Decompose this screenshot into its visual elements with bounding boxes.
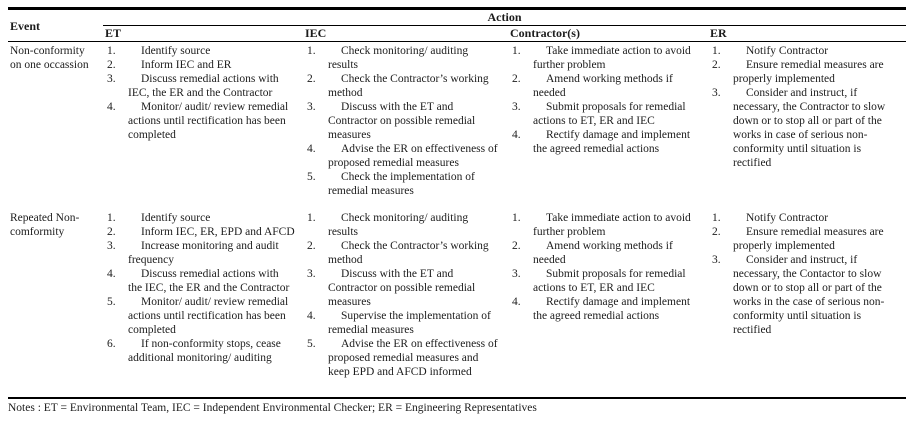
action-list-item bbox=[508, 267, 700, 295]
action-list-item bbox=[303, 44, 500, 72]
action-list-item bbox=[303, 309, 500, 337]
col-header-iec: IEC bbox=[305, 26, 327, 40]
action-list-item bbox=[508, 72, 700, 100]
et-actions-list bbox=[103, 211, 303, 365]
col-header-contractors: Contractor(s) bbox=[510, 26, 580, 40]
action-list-item bbox=[708, 253, 898, 337]
list-item-text: Submit proposals for remedial actions to ET, ER and IEC bbox=[533, 268, 686, 294]
er-actions-list bbox=[708, 211, 906, 337]
list-item-number: 3. bbox=[712, 87, 721, 99]
action-list-item bbox=[303, 267, 500, 309]
action-list-item bbox=[303, 337, 500, 379]
action-list-item bbox=[303, 142, 500, 170]
action-list-item bbox=[103, 225, 295, 239]
table-notes: Notes : ET = Environmental Team, IEC = Independent Environmental Checker; ER = Engineering Representatives bbox=[8, 402, 537, 414]
list-item-text: Discuss remedial actions with IEC, the ER and the Contractor bbox=[128, 73, 279, 99]
list-item-number: 3. bbox=[107, 240, 116, 252]
list-item-number: 4. bbox=[512, 296, 521, 308]
action-list-item bbox=[103, 239, 295, 267]
list-item-number: 2. bbox=[512, 240, 521, 252]
list-item-number: 3. bbox=[307, 101, 316, 113]
list-item-number: 3. bbox=[712, 254, 721, 266]
list-item-text: Check monitoring/ auditing results bbox=[328, 45, 469, 71]
list-item-number: 2. bbox=[307, 73, 316, 85]
list-item-number: 2. bbox=[712, 59, 721, 71]
list-item-text: Identify source bbox=[141, 45, 211, 57]
list-item-number: 1. bbox=[307, 45, 316, 57]
list-item-text: Amend working methods if needed bbox=[533, 240, 673, 266]
action-list-item bbox=[708, 44, 898, 58]
list-item-text: Discuss with the ET and Contractor on possible remedial measures bbox=[328, 268, 476, 308]
action-list-item bbox=[303, 239, 500, 267]
list-item-number: 1. bbox=[512, 45, 521, 57]
action-list-item bbox=[303, 72, 500, 100]
list-item-number: 3. bbox=[512, 101, 521, 113]
list-item-number: 3. bbox=[307, 268, 316, 280]
action-list-item bbox=[508, 211, 700, 239]
list-item-number: 5. bbox=[107, 296, 116, 308]
list-item-text: Consider and instruct, if necessary, the Contactor to slow down or to stop all or part of the works in the case of serious non-conformity until situation is rectified bbox=[733, 254, 885, 336]
action-list-item bbox=[303, 211, 500, 239]
action-table bbox=[8, 7, 906, 399]
list-item-text: Advise the ER on effectiveness of proposed remedial measures bbox=[328, 143, 498, 169]
col-header-er: ER bbox=[710, 26, 727, 40]
list-item-text: Consider and instruct, if necessary, the Contractor to slow down or to stop all or part of the works in case of serious non-conformity until situation is rectified bbox=[733, 87, 886, 169]
contractors-actions-list bbox=[508, 211, 708, 323]
action-list-item bbox=[103, 100, 295, 142]
list-item-number: 2. bbox=[107, 226, 116, 238]
list-item-text: Supervise the implementation of remedial measures bbox=[328, 310, 491, 336]
action-list-item bbox=[508, 239, 700, 267]
list-item-number: 3. bbox=[107, 73, 116, 85]
list-item-text: Ensure remedial measures are properly implemented bbox=[733, 226, 884, 252]
list-item-number: 4. bbox=[107, 101, 116, 113]
list-item-number: 5. bbox=[307, 338, 316, 350]
action-list-item bbox=[508, 100, 700, 128]
list-item-number: 4. bbox=[307, 143, 316, 155]
action-header-group bbox=[103, 10, 906, 41]
list-item-text: Inform IEC and ER bbox=[141, 59, 232, 71]
contractors-actions-list bbox=[508, 44, 708, 156]
table-row-nonconformity-one-occasion bbox=[8, 44, 906, 198]
list-item-number: 4. bbox=[307, 310, 316, 322]
action-list-item bbox=[103, 211, 295, 225]
list-item-number: 5. bbox=[307, 171, 316, 183]
action-list-item bbox=[103, 44, 295, 58]
list-item-text: Inform IEC, ER, EPD and AFCD bbox=[141, 226, 295, 238]
list-item-number: 1. bbox=[307, 212, 316, 224]
list-item-number: 6. bbox=[107, 338, 116, 350]
list-item-text: Take immediate action to avoid further problem bbox=[533, 45, 691, 71]
list-item-text: Take immediate action to avoid further problem bbox=[533, 212, 691, 238]
event-cell: Repeated Non-comformity bbox=[10, 212, 80, 238]
iec-actions-list bbox=[303, 211, 508, 379]
list-item-text: Ensure remedial measures are properly implemented bbox=[733, 59, 884, 85]
list-item-number: 2. bbox=[107, 59, 116, 71]
list-item-text: Check the Contractor’s working method bbox=[328, 73, 489, 99]
list-item-number: 2. bbox=[307, 240, 316, 252]
list-item-text: Check the implementation of remedial measures bbox=[328, 171, 475, 197]
action-list-item bbox=[708, 58, 898, 86]
list-item-text: Increase monitoring and audit frequency bbox=[128, 240, 279, 266]
table-body bbox=[8, 42, 906, 399]
list-item-number: 1. bbox=[712, 45, 721, 57]
list-item-number: 1. bbox=[107, 212, 116, 224]
list-item-text: Check monitoring/ auditing results bbox=[328, 212, 469, 238]
action-header-label: Action bbox=[103, 10, 906, 26]
list-item-text: Amend working methods if needed bbox=[533, 73, 673, 99]
list-item-text: Notify Contractor bbox=[746, 45, 829, 57]
list-item-number: 2. bbox=[712, 226, 721, 238]
action-list-item bbox=[103, 295, 295, 337]
action-list-item bbox=[103, 58, 295, 72]
action-list-item bbox=[708, 211, 898, 225]
action-list-item bbox=[103, 337, 295, 365]
event-cell: Non-conformity on one occassion bbox=[10, 45, 89, 71]
list-item-text: Discuss remedial actions with the IEC, the ER and the Contractor bbox=[128, 268, 290, 294]
list-item-number: 4. bbox=[512, 129, 521, 141]
et-actions-list bbox=[103, 44, 303, 142]
list-item-text: Submit proposals for remedial actions to ET, ER and IEC bbox=[533, 101, 686, 127]
action-list-item bbox=[303, 170, 500, 198]
action-list-item bbox=[103, 267, 295, 295]
list-item-text: Rectify damage and implement the agreed remedial actions bbox=[533, 129, 691, 155]
action-list-item bbox=[508, 128, 700, 156]
event-column-header bbox=[8, 10, 103, 41]
list-item-text: Discuss with the ET and Contractor on possible remedial measures bbox=[328, 101, 476, 141]
event-header-label: Event bbox=[10, 18, 40, 33]
list-item-number: 1. bbox=[107, 45, 116, 57]
list-item-number: 4. bbox=[107, 268, 116, 280]
list-item-number: 2. bbox=[512, 73, 521, 85]
list-item-text: Check the Contractor’s working method bbox=[328, 240, 489, 266]
er-actions-list bbox=[708, 44, 906, 170]
list-item-number: 1. bbox=[512, 212, 521, 224]
list-item-text: Monitor/ audit/ review remedial actions until rectification has been completed bbox=[128, 296, 289, 336]
iec-actions-list bbox=[303, 44, 508, 198]
col-header-et: ET bbox=[105, 26, 122, 40]
list-item-text: If non-conformity stops, cease additional monitoring/ auditing bbox=[128, 338, 281, 364]
table-header bbox=[8, 7, 906, 42]
list-item-text: Rectify damage and implement the agreed remedial actions bbox=[533, 296, 691, 322]
list-item-text: Monitor/ audit/ review remedial actions until rectification has been completed bbox=[128, 101, 289, 141]
list-item-text: Identify source bbox=[141, 212, 211, 224]
action-list-item bbox=[508, 44, 700, 72]
action-list-item bbox=[708, 225, 898, 253]
list-item-text: Advise the ER on effectiveness of proposed remedial measures and keep EPD and AFCD informed bbox=[328, 338, 498, 378]
action-list-item bbox=[103, 72, 295, 100]
action-list-item bbox=[508, 295, 700, 323]
list-item-number: 3. bbox=[512, 268, 521, 280]
list-item-number: 1. bbox=[712, 212, 721, 224]
sub-column-headers bbox=[103, 26, 906, 41]
action-list-item bbox=[303, 100, 500, 142]
list-item-text: Notify Contractor bbox=[746, 212, 829, 224]
table-row-repeated-nonconformity bbox=[8, 211, 906, 379]
action-list-item bbox=[708, 86, 898, 170]
